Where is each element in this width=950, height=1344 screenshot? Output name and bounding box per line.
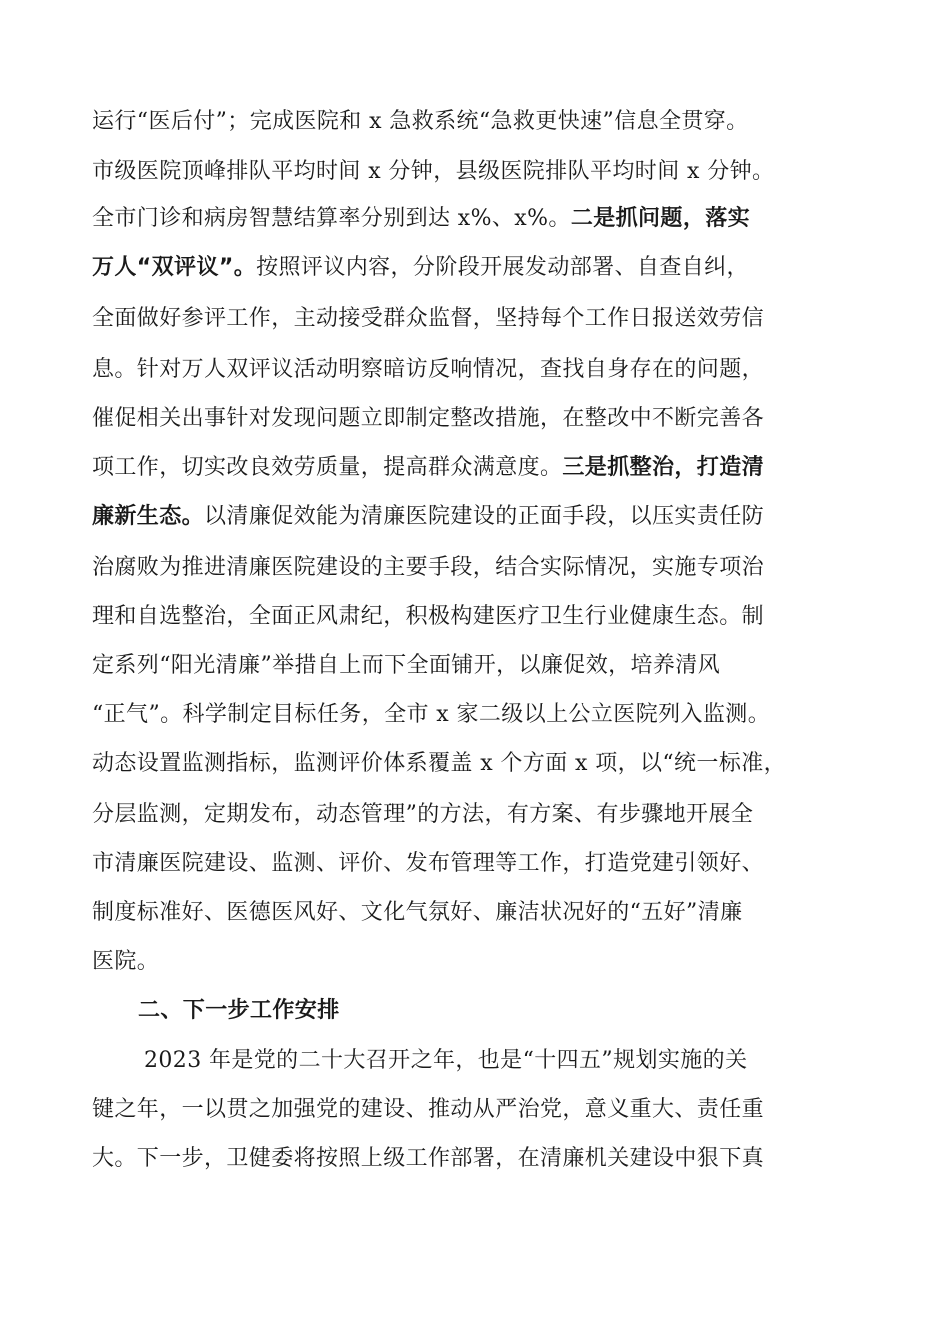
text-span: 全面做好参评工作，主动接受群众监督，坚持每个工作日报送效劳信 xyxy=(92,306,765,331)
text-span: 运行“医后付”；完成医院和 x 急救系统“急救更快速”信息全贯穿。 xyxy=(92,109,749,134)
text-span: 分层监测，定期发布，动态管理”的方法，有方案、有步骤地开展全 xyxy=(92,802,754,827)
paragraph-line xyxy=(92,401,764,437)
paragraph-line xyxy=(92,301,764,337)
paragraph-line xyxy=(92,352,764,388)
paragraph-line xyxy=(144,1043,747,1079)
text-span: 息。针对万人双评议活动明察暗访反响情况，查找自身存在的问题， xyxy=(92,357,765,382)
text-span: 以清廉促效能为清廉医院建设的正面手段，以压实责任防 xyxy=(204,504,765,529)
bold-text-span: 三是抓整治，打造清 xyxy=(562,455,765,480)
paragraph-line xyxy=(92,944,159,980)
paragraph-line xyxy=(92,201,750,237)
text-span: 理和自选整治，全面正风肃纪，积极构建医疗卫生行业健康生态。制 xyxy=(92,604,765,629)
text-span: 大。下一步，卫健委将按照上级工作部署，在清廉机关建设中狠下真 xyxy=(92,1146,765,1171)
paragraph-line xyxy=(92,599,764,635)
text-span: 医院。 xyxy=(92,949,160,974)
paragraph-line xyxy=(92,697,770,733)
bold-text-span: 二是抓问题，落实 xyxy=(570,206,751,231)
paragraph-line xyxy=(92,499,764,535)
text-span: 动态设置监测指标，监测评价体系覆盖 x 个方面 x 项，以“统一标准， xyxy=(92,751,787,776)
paragraph-line xyxy=(92,797,753,833)
text-span: 2023 年是党的二十大召开之年，也是“十四五”规划实施的关 xyxy=(144,1048,748,1073)
text-span: 项工作，切实改良效劳质量，提高群众满意度。 xyxy=(92,455,563,480)
text-span: 按照评议内容，分阶段开展发动部署、自查自纠， xyxy=(256,255,749,280)
bold-text-span: 万人“双评议”。 xyxy=(92,255,257,280)
paragraph-line xyxy=(92,648,720,684)
paragraph-line xyxy=(92,1141,764,1177)
text-span: 定系列“阳光清廉”举措自上而下全面铺开，以廉促效，培养清风 xyxy=(92,653,721,678)
paragraph-line xyxy=(92,746,786,782)
paragraph-line xyxy=(92,846,764,882)
text-span: 全市门诊和病房智慧结算率分别到达 x%、x%。 xyxy=(92,206,571,231)
text-span: 市清廉医院建设、监测、评价、发布管理等工作，打造党建引领好、 xyxy=(92,851,765,876)
text-span: 键之年，一以贯之加强党的建设、推动从严治党，意义重大、责任重 xyxy=(92,1097,765,1122)
text-span: 催促相关出事针对发现问题立即制定整改措施，在整改中不断完善各 xyxy=(92,406,765,431)
text-span: 治腐败为推进清廉医院建设的主要手段，结合实际情况，实施专项治 xyxy=(92,555,765,580)
bold-text-span: 廉新生态。 xyxy=(92,504,205,529)
text-span: “正气”。科学制定目标任务，全市 x 家二级以上公立医院列入监测。 xyxy=(92,702,771,727)
paragraph-line xyxy=(92,550,764,586)
paragraph-line xyxy=(92,104,749,140)
paragraph-line xyxy=(92,450,764,486)
paragraph-line xyxy=(92,154,774,190)
text-span: 市级医院顶峰排队平均时间 x 分钟，县级医院排队平均时间 x 分钟。 xyxy=(92,159,775,184)
paragraph-line xyxy=(92,250,749,286)
paragraph-line xyxy=(92,1092,764,1128)
section-heading: 二、下一步工作安排 xyxy=(138,998,340,1023)
text-span: 制度标准好、医德医风好、文化气氛好、廉洁状况好的“五好”清廉 xyxy=(92,900,743,925)
paragraph-line xyxy=(92,895,743,931)
